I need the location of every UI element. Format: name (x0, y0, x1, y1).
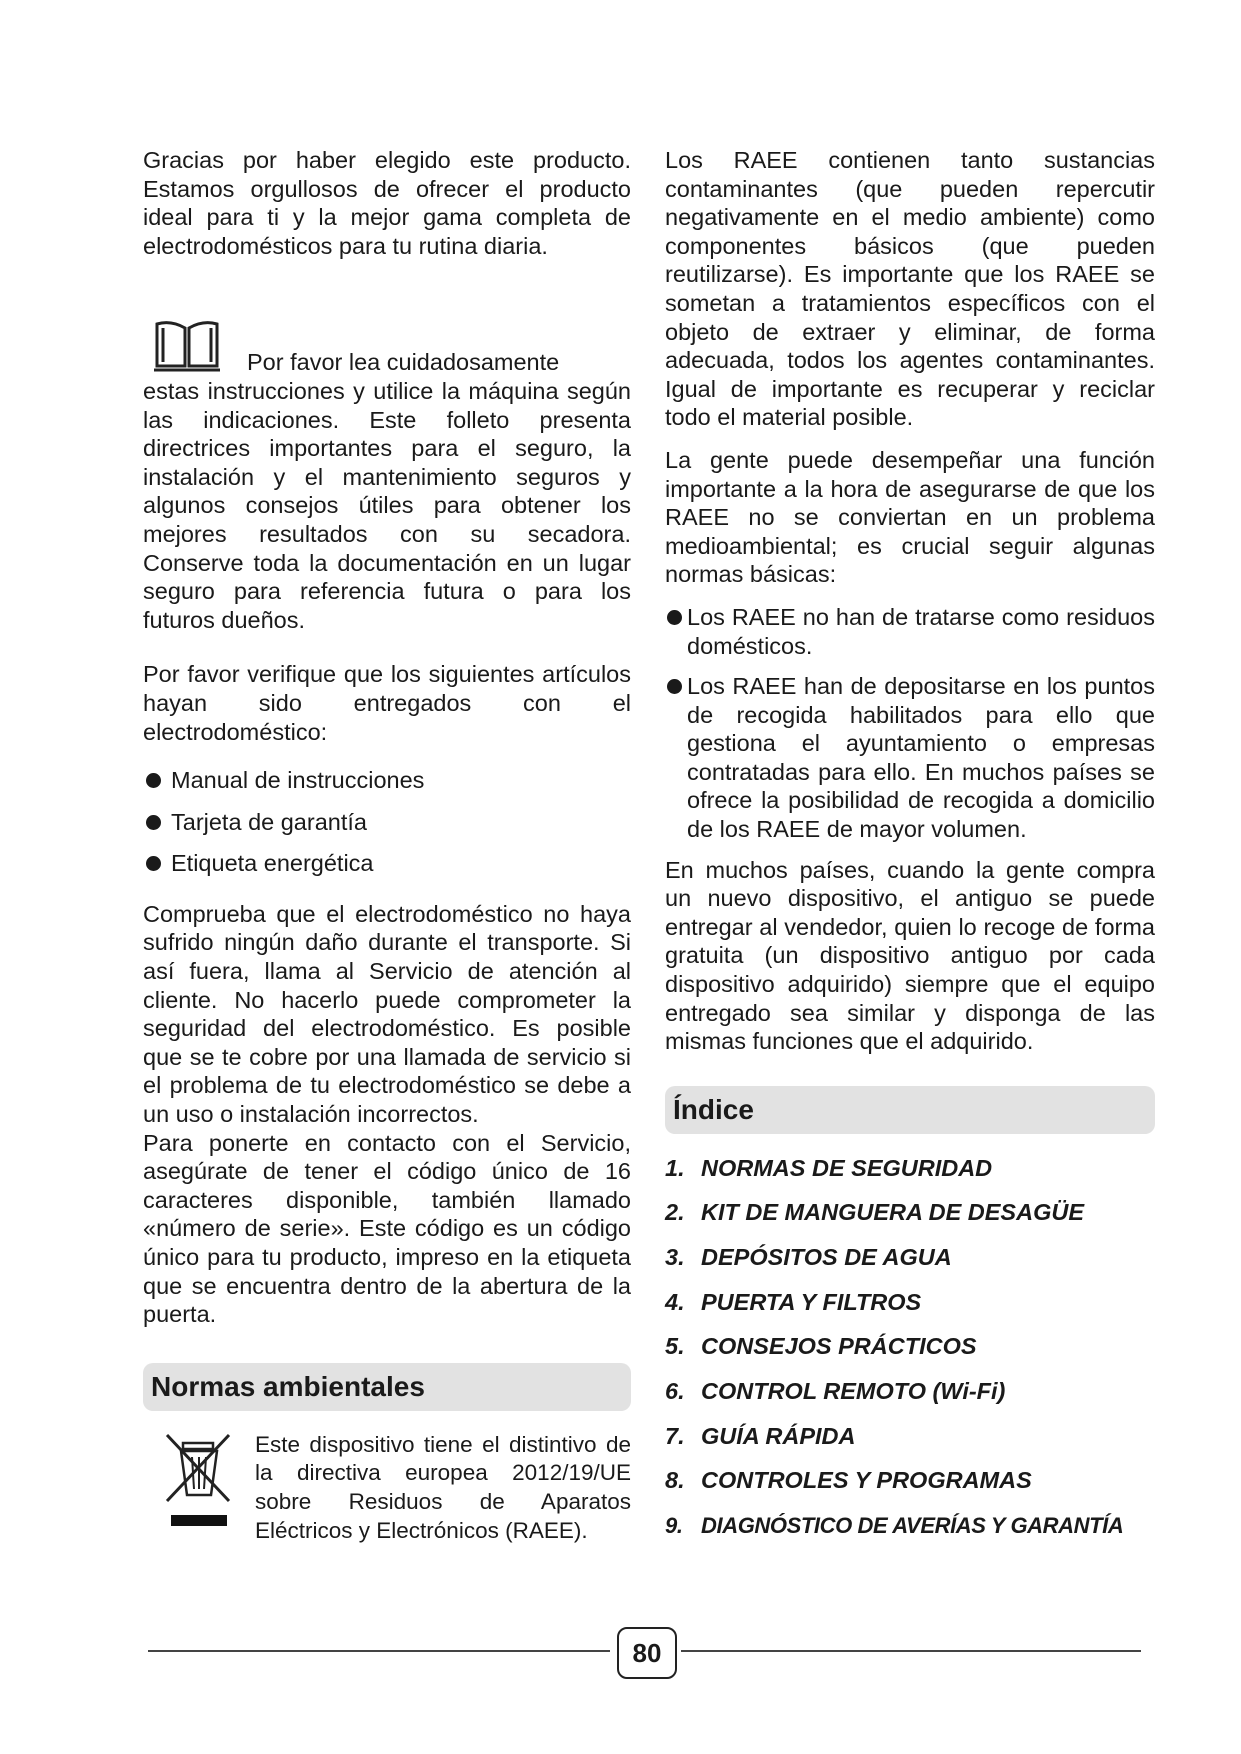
toc-item[interactable]: 2. KIT DE MANGUERA DE DESAGÜE (665, 1199, 1084, 1226)
left-column (143, 146, 631, 1541)
people-paragraph: La gente puede desempeñar una función importante a la hora de asegurarse de que los RAEE no se conviertan en un problema medioambiental; es crucial seguir algunas normas básicas: (665, 446, 1155, 588)
read-instructions-block (143, 318, 631, 634)
crossed-out-bin-icon (165, 1431, 233, 1531)
verify-paragraph: Por favor verifique que los siguientes artículos hayan sido entregados con el electrodoméstico: (143, 661, 631, 745)
toc-item[interactable]: 3. DEPÓSITOS DE AGUA (665, 1244, 952, 1271)
countries-paragraph: En muchos países, cuando la gente compra un nuevo dispositivo, el antiguo se puede entregar al vendedor, quien lo recoge de forma gratuita (un dispositivo antiguo por cada dispositivo adquirido) siempre que el equipo entregado sea similar y disponga de las mismas funciones que el adquirido. (665, 856, 1155, 1055)
raee-rules-list (665, 603, 1155, 844)
contact-paragraph: Para ponerte en contacto con el Servicio, asegúrate de tener el código único de 16 caracteres disponible, también llamado «número de serie». Este código es un código único para tu producto, impreso en la etiqueta que se encuentra dentro de la abertura de la puerta. (143, 1129, 631, 1328)
check-paragraph: Comprueba que el electrodoméstico no haya sufrido ningún daño durante el transporte. Si así fuera, llama al Servicio de atención al cliente. No hacerlo puede comprometer la seguridad del electrodoméstico. Es posible que se te cobre por una llamada de servicio si el problema de tu electrodoméstico se debe a un uso o instalación incorrectos. (143, 900, 631, 1128)
bullet-icon (146, 856, 161, 871)
footer-rule-left (148, 1650, 610, 1652)
toc-item[interactable]: 1. NORMAS DE SEGURIDAD (665, 1154, 993, 1181)
toc-item[interactable]: 4. PUERTA Y FILTROS (665, 1288, 922, 1315)
toc-item[interactable]: 8. CONTROLES Y PROGRAMAS (665, 1467, 1032, 1494)
toc-item[interactable]: 5. CONSEJOS PRÁCTICOS (665, 1333, 977, 1360)
bullet-icon (146, 815, 161, 830)
toc-item[interactable]: 9. DIAGNÓSTICO DE AVERÍAS Y GARANTÍA (665, 1512, 1124, 1538)
toc-item[interactable]: 7. GUÍA RÁPIDA (665, 1422, 856, 1449)
list-item: Etiqueta energética (143, 849, 631, 878)
raee-intro-paragraph: Los RAEE contienen tanto sustancias contaminantes (que pueden repercutir negativamente en el medio ambiente) como componentes básicos (que pueden reutilizarse). Es importante que los RAEE se sometan a tratamientos específicos con el objeto de extraer y eliminar, de forma adecuada, todos los agentes contaminantes. Igual de importante es recuperar y reciclar todo el material posible. (665, 147, 1155, 431)
right-column (665, 146, 1155, 1548)
delivered-items-list (143, 766, 631, 878)
footer-rule-right (681, 1650, 1141, 1652)
environment-heading: Normas ambientales (143, 1363, 631, 1411)
index-heading: Índice (665, 1086, 1155, 1134)
bullet-icon (146, 773, 161, 788)
list-item: Manual de instrucciones (143, 766, 631, 795)
bullet-icon (667, 679, 682, 694)
read-rest-paragraph: estas instrucciones y utilice la máquina según las indicaciones. Este folleto presenta directrices importantes para el seguro, la instalación y el mantenimiento seguros y algunos consejos útiles para obtener los mejores resultados con su secadora. Conserve toda la documentación en un lugar seguro para referencia futura o para los futuros dueños. (143, 377, 631, 633)
bullet-icon (667, 610, 682, 625)
weee-text: Este dispositivo tiene el distintivo de la directiva europea 2012/19/UE sobre Residuos de Aparatos Eléctricos y Electrónicos (RAEE). (255, 1431, 631, 1543)
page-number: 80 (617, 1627, 677, 1679)
list-item: Tarjeta de garantía (143, 808, 631, 837)
table-of-contents (665, 1146, 1155, 1548)
list-item: Los RAEE no han de tratarse como residuos domésticos. (665, 603, 1155, 660)
list-item: Los RAEE han de depositarse en los puntos de recogida habilitados para ello que gestiona el ayuntamiento o empresas contratadas para ello. En muchos países se ofrece la posibilidad de recogida a domicilio de los RAEE de mayor volumen. (665, 672, 1155, 844)
weee-block (143, 1431, 631, 1541)
open-book-icon (153, 318, 221, 372)
intro-paragraph: Gracias por haber elegido este producto. Estamos orgullosos de ofrecer el producto ideal para ti y la mejor gama completa de electrodomésticos para tu rutina diaria. (143, 147, 631, 259)
read-first-line: Por favor lea cuidadosamente (247, 349, 560, 376)
toc-item[interactable]: 6. CONTROL REMOTO (Wi-Fi) (665, 1378, 1006, 1405)
